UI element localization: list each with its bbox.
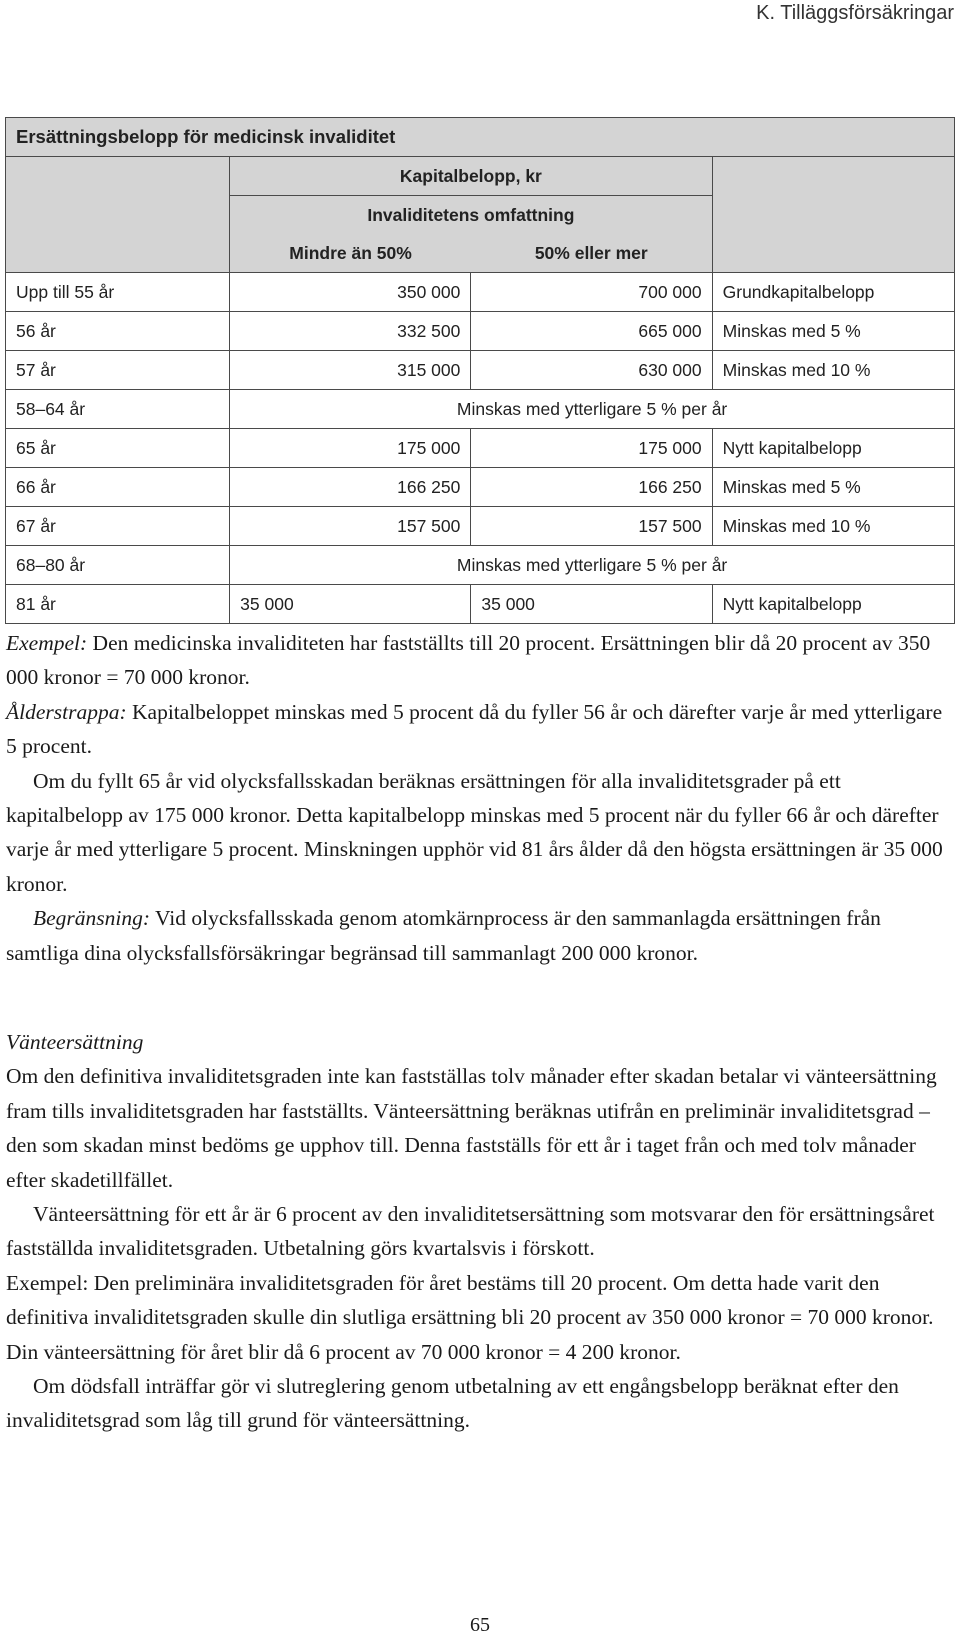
amount-50-or-more-cell: 35 000 xyxy=(471,585,712,624)
paragraph-limitation: Begränsning: Vid olycksfallsskada genom atomkärnprocess är den sammanlagda ersättningen från samtliga dina olycksfallsförsäkringar begränsad till sammanlagt 200 000 kronor. xyxy=(6,906,881,965)
section-heading: Vänteersättning xyxy=(6,1030,144,1054)
age-cell: 68–80 år xyxy=(6,546,230,585)
page-number: 65 xyxy=(470,1614,490,1636)
paragraph-waiting-2: Vänteersättning för ett år är 6 procent av den invaliditetsersättning som motsvarar den för ersättningsåret fastställda invaliditetsgraden. Utbetalning görs kvartalsvis i förskott. xyxy=(6,1202,935,1261)
paragraph-age-ladder: Ålderstrappa: Kapitalbeloppet minskas med 5 procent då du fyller 56 år och därefter varje år med ytterligare 5 procent. xyxy=(6,699,943,759)
note-cell: Nytt kapitalbelopp xyxy=(712,429,954,468)
amount-50-or-more-cell: 157 500 xyxy=(471,507,712,546)
paragraph-example: Exempel: Den medicinska invaliditeten har fastställts till 20 procent. Ersättningen blir då 20 procent av 350 000 kronor = 70 000 kronor. xyxy=(6,631,931,690)
amount-50-or-more-cell: 665 000 xyxy=(471,312,712,351)
table-row xyxy=(6,585,955,624)
amount-less-than-50-cell: 332 500 xyxy=(230,312,471,351)
paragraph-waiting-4: Om dödsfall inträffar gör vi slutreglering genom utbetalning av ett engångsbelopp beräknat efter den invaliditetsgrad som låg till grund för vänteersättning. xyxy=(6,1374,899,1433)
amount-50-or-more-cell: 166 250 xyxy=(471,468,712,507)
age-cell: 57 år xyxy=(6,351,230,390)
age-cell: 65 år xyxy=(6,429,230,468)
note-cell: Grundkapitalbelopp xyxy=(712,273,954,312)
table-title-row xyxy=(6,118,955,157)
age-cell: 67 år xyxy=(6,507,230,546)
table-row xyxy=(6,507,955,546)
header-50-or-more: 50% eller mer xyxy=(471,234,712,273)
note-cell: Nytt kapitalbelopp xyxy=(712,585,954,624)
span-cell: Minskas med ytterligare 5 % per år xyxy=(230,390,955,429)
note-cell: Minskas med 5 % xyxy=(712,468,954,507)
table-row xyxy=(6,273,955,312)
note-cell: Minskas med 10 % xyxy=(712,507,954,546)
age-cell: 66 år xyxy=(6,468,230,507)
compensation-table xyxy=(5,117,955,624)
amount-less-than-50-cell: 157 500 xyxy=(230,507,471,546)
amount-less-than-50-cell: 175 000 xyxy=(230,429,471,468)
amount-50-or-more-cell: 630 000 xyxy=(471,351,712,390)
age-cell: 56 år xyxy=(6,312,230,351)
age-cell: 81 år xyxy=(6,585,230,624)
amount-less-than-50-cell: 35 000 xyxy=(230,585,471,624)
age-cell: Upp till 55 år xyxy=(6,273,230,312)
running-head: K. Tilläggsförsäkringar xyxy=(756,2,954,24)
table-row xyxy=(6,546,955,585)
amount-less-than-50-cell: 350 000 xyxy=(230,273,471,312)
span-cell: Minskas med ytterligare 5 % per år xyxy=(230,546,955,585)
header-capital: Kapitalbelopp, kr xyxy=(230,157,712,196)
table-title: Ersättningsbelopp för medicinsk invaliditet xyxy=(6,118,955,157)
explanation-text xyxy=(6,626,954,970)
paragraph-age-65: Om du fyllt 65 år vid olycksfallsskadan beräknas ersättningen för alla invaliditetsgrader på ett kapitalbelopp av 175 000 kronor. Detta kapitalbelopp minskas med 5 procent när du fyller 66 år och därefter varje år med ytterligare 5 procent. Minskningen upphör vid 81 års ålder då den högsta ersättningen är 35 000 kronor. xyxy=(6,768,943,896)
note-cell: Minskas med 10 % xyxy=(712,351,954,390)
header-less-than-50: Mindre än 50% xyxy=(230,234,471,273)
section-waiting-compensation xyxy=(6,1025,954,1438)
header-extent: Invaliditetens omfattning xyxy=(230,196,712,235)
paragraph-waiting-1: Om den definitiva invaliditetsgraden inte kan fastställas tolv månader efter skadan betalar vi vänteersättning fram tills invaliditetsgraden har fastställts. Vänteersättning beräknas utifrån en preliminär invaliditetsgrad – den som skadan minst bedöms ge upphov till. Denna fastställs för ett år i taget från och med tolv månader efter skadetillfället. xyxy=(6,1064,937,1192)
table-row xyxy=(6,468,955,507)
amount-less-than-50-cell: 315 000 xyxy=(230,351,471,390)
table-row xyxy=(6,390,955,429)
note-cell: Minskas med 5 % xyxy=(712,312,954,351)
paragraph-waiting-3: Exempel: Den preliminära invaliditetsgraden för året bestäms till 20 procent. Om detta hade varit den definitiva invaliditetsgraden skulle din slutliga ersättning bli 20 procent av 350 000 kronor = 70 000 kronor. Din vänteersättning för året blir då 6 procent av 70 000 kronor = 4 200 kronor. xyxy=(6,1270,934,1364)
amount-50-or-more-cell: 175 000 xyxy=(471,429,712,468)
table-row xyxy=(6,429,955,468)
amount-50-or-more-cell: 700 000 xyxy=(471,273,712,312)
age-cell: 58–64 år xyxy=(6,390,230,429)
table-row xyxy=(6,351,955,390)
table-row xyxy=(6,312,955,351)
amount-less-than-50-cell: 166 250 xyxy=(230,468,471,507)
